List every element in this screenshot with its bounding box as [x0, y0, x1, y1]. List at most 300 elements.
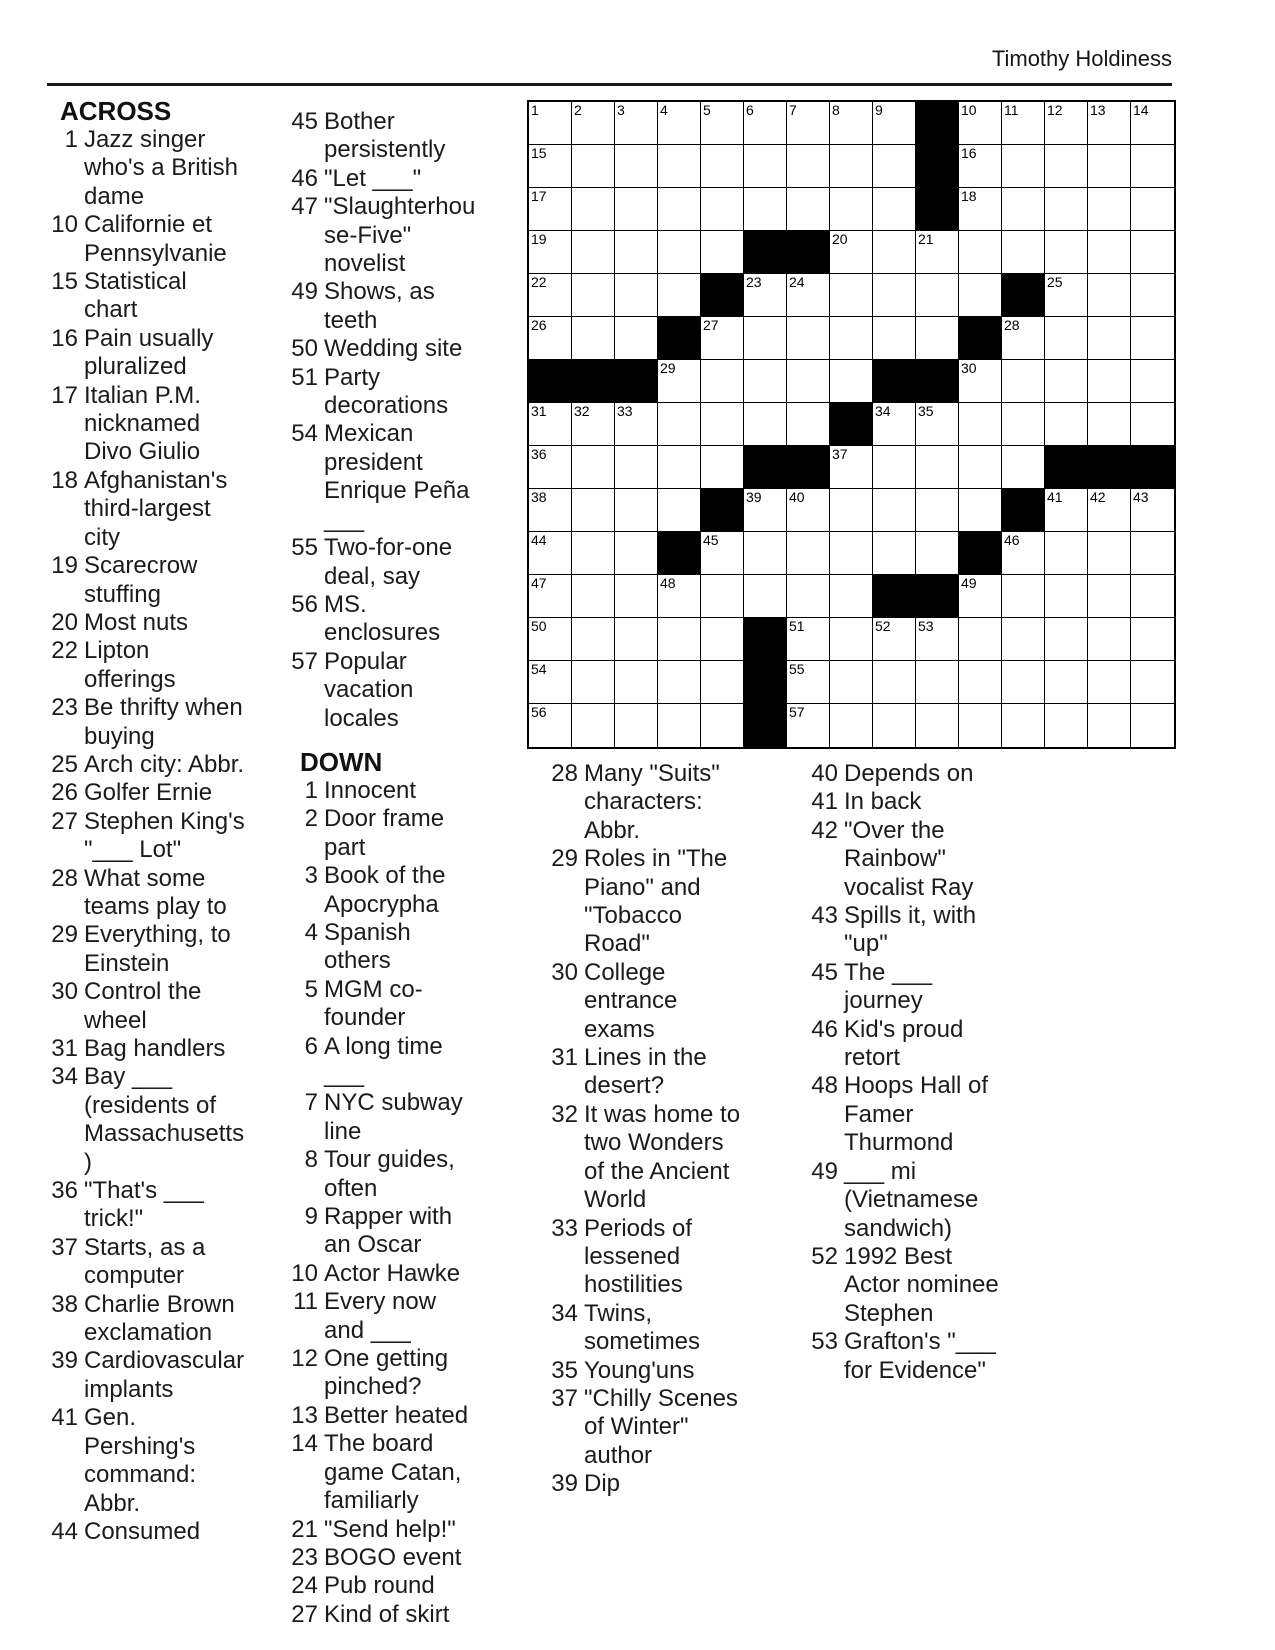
grid-cell-number: 45 [703, 532, 719, 548]
grid-cell [1131, 317, 1174, 360]
grid-cell [615, 145, 658, 188]
clue-text: "Chilly Scenes of Winter" author [584, 1384, 738, 1469]
clue-number: 57 [291, 647, 318, 675]
clue-number: 41 [811, 788, 838, 816]
grid-cell [1131, 145, 1174, 188]
clue-text: Wedding site [324, 335, 463, 363]
clue-text: Bay ___ (residents of Massachusetts) [84, 1063, 245, 1176]
clue-number: 5 [304, 975, 318, 1003]
grid-cell [787, 575, 830, 618]
grid-cell-black [1002, 489, 1045, 532]
clue-item [48, 1177, 246, 1234]
grid-cell [830, 575, 873, 618]
grid-cell [529, 704, 572, 747]
clue-item [288, 1033, 482, 1090]
grid-cell [529, 661, 572, 704]
grid-cell [1088, 188, 1131, 231]
grid-cell-number: 15 [531, 145, 547, 161]
clue-number: 11 [293, 1288, 318, 1316]
grid-cell [1088, 618, 1131, 661]
grid-cell-number: 17 [531, 188, 547, 204]
grid-cell [916, 532, 959, 575]
clue-number: 41 [51, 1404, 78, 1432]
clue-number: 32 [551, 1100, 578, 1128]
clue-number: 31 [551, 1044, 578, 1072]
clue-item [548, 1215, 750, 1300]
grid-cell [873, 274, 916, 317]
grid-cell [572, 575, 615, 618]
header-rule [47, 83, 1172, 86]
clue-text: Charlie Brown exclamation [84, 1290, 235, 1347]
grid-cell-number: 25 [1047, 274, 1063, 290]
grid-cell [1088, 145, 1131, 188]
clue-text: Every now and ___ [324, 1288, 437, 1344]
grid-cell [1002, 145, 1045, 188]
clue-number: 6 [304, 1032, 318, 1060]
clue-text: MGM co-founder [324, 975, 423, 1032]
grid-cell [658, 618, 701, 661]
across-clues-part-1 [48, 126, 246, 1546]
grid-cell-black [701, 489, 744, 532]
grid-cell-number: 2 [574, 102, 582, 118]
grid-cell [1088, 274, 1131, 317]
clue-item [288, 1544, 482, 1572]
clue-text: College entrance exams [584, 958, 678, 1043]
clue-item [48, 808, 246, 865]
clue-number: 34 [51, 1063, 78, 1091]
clue-item [48, 1035, 246, 1063]
clue-text: Popular vacation locales [324, 647, 414, 732]
grid-cell-number: 53 [918, 618, 934, 634]
grid-cell [701, 403, 744, 446]
grid-cell-black [1045, 446, 1088, 489]
clue-item [548, 1044, 750, 1101]
grid-cell-number: 20 [832, 231, 848, 247]
grid-cell [1088, 360, 1131, 403]
clue-text: "Over the Rainbow" vocalist Ray [844, 816, 974, 901]
grid-cell [744, 575, 787, 618]
grid-cell [701, 231, 744, 274]
clue-text: Be thrifty when buying [84, 694, 243, 750]
grid-cell [744, 274, 787, 317]
clue-number: 10 [291, 1259, 318, 1287]
clue-item [48, 779, 246, 807]
grid-cell-number: 34 [875, 403, 891, 419]
grid-cell [873, 446, 916, 489]
grid-cell [1131, 575, 1174, 618]
clue-text: Italian P.M. nicknamed Divo Giulio [84, 381, 201, 466]
clue-item [48, 552, 246, 609]
grid-cell-black [787, 231, 830, 274]
clue-item [288, 534, 482, 591]
clue-text: Lipton offerings [84, 637, 176, 693]
grid-cell-number: 30 [961, 360, 977, 376]
grid-cell [787, 274, 830, 317]
grid-cell-number: 19 [531, 231, 547, 247]
clue-text: Mexican president Enrique Peña ___ [324, 420, 470, 533]
grid-cell [1088, 102, 1131, 145]
grid-cell [787, 618, 830, 661]
clue-number: 43 [811, 902, 838, 930]
grid-cell [658, 145, 701, 188]
clue-number: 12 [291, 1345, 318, 1373]
grid-cell [744, 489, 787, 532]
clue-text: Young'uns [584, 1356, 695, 1384]
clue-text: Arch city: Abbr. [84, 750, 245, 778]
grid-cell [572, 704, 615, 747]
clue-number: 52 [811, 1242, 838, 1270]
grid-cell-number: 41 [1047, 489, 1063, 505]
clue-text: Starts, as a computer [84, 1233, 206, 1290]
grid-cell-black [916, 188, 959, 231]
clue-text: "Slaughterhouse-Five" novelist [324, 193, 476, 278]
grid-cell-number: 51 [789, 618, 805, 634]
grid-cell [1131, 188, 1174, 231]
clue-text: Pub round [324, 1572, 435, 1600]
clue-item [288, 1516, 482, 1544]
grid-cell [744, 102, 787, 145]
grid-cell [873, 317, 916, 360]
grid-cell-black [1088, 446, 1131, 489]
grid-cell [787, 704, 830, 747]
clue-item [288, 278, 482, 335]
grid-cell [873, 231, 916, 274]
grid-cell [830, 704, 873, 747]
down-clues-part-2 [548, 760, 750, 1499]
grid-cell-number: 57 [789, 704, 805, 720]
clue-text: Many "Suits" characters: Abbr. [584, 760, 720, 844]
grid-cell-black [1002, 274, 1045, 317]
clue-text: Consumed [84, 1517, 201, 1545]
grid-cell-number: 56 [531, 704, 547, 720]
grid-cell [658, 704, 701, 747]
grid-cell-number: 23 [746, 274, 762, 290]
grid-cell [916, 661, 959, 704]
grid-cell [1045, 102, 1088, 145]
clue-number: 14 [291, 1430, 318, 1458]
grid-cell [830, 274, 873, 317]
clue-number: 45 [291, 108, 318, 135]
grid-cell [1045, 274, 1088, 317]
clue-item [548, 1385, 750, 1470]
grid-cell [959, 575, 1002, 618]
clue-text: Door frame part [324, 805, 445, 861]
grid-cell-number: 47 [531, 575, 547, 591]
clue-number: 46 [811, 1015, 838, 1043]
grid-cell-number: 36 [531, 446, 547, 462]
clue-item [548, 959, 750, 1044]
grid-cell [529, 403, 572, 446]
grid-cell [658, 360, 701, 403]
clue-number: 28 [551, 760, 578, 787]
grid-cell [1088, 661, 1131, 704]
grid-cell-number: 16 [961, 145, 977, 161]
clue-item [48, 1404, 246, 1518]
grid-cell [615, 403, 658, 446]
grid-cell [658, 489, 701, 532]
grid-cell [572, 403, 615, 446]
grid-cell-black [658, 532, 701, 575]
clue-text: Californie et Pennsylvanie [84, 211, 227, 267]
clue-number: 19 [51, 552, 78, 580]
grid-cell [830, 446, 873, 489]
grid-cell-black [959, 317, 1002, 360]
grid-cell [1131, 231, 1174, 274]
grid-cell [529, 317, 572, 360]
clue-text: Spills it, with "up" [844, 902, 977, 958]
grid-cell [529, 618, 572, 661]
grid-cell [1002, 618, 1045, 661]
clue-number: 39 [51, 1347, 78, 1375]
clue-text: "That's ___ trick!" [84, 1177, 204, 1233]
clue-number: 34 [551, 1299, 578, 1327]
grid-cell [830, 360, 873, 403]
grid-cell [615, 489, 658, 532]
grid-cell [1045, 360, 1088, 403]
clue-text: The ___ journey [844, 958, 933, 1015]
grid-cell-black [572, 360, 615, 403]
clue-item [808, 1072, 1009, 1157]
clue-number: 29 [51, 921, 78, 949]
grid-cell [830, 231, 873, 274]
grid-cell [701, 102, 744, 145]
clue-column-4 [808, 760, 1009, 1385]
grid-cell-number: 7 [789, 102, 797, 118]
clue-item [288, 1260, 482, 1288]
grid-cell-number: 55 [789, 661, 805, 677]
grid-cell [787, 489, 830, 532]
grid-cell [873, 403, 916, 446]
clue-number: 17 [51, 381, 78, 409]
grid-cell-number: 14 [1133, 102, 1149, 118]
grid-cell-black [916, 575, 959, 618]
grid-cell [959, 274, 1002, 317]
grid-cell [744, 317, 787, 360]
clue-text: Twins, sometimes [584, 1299, 701, 1356]
grid-cell [744, 145, 787, 188]
grid-cell [873, 661, 916, 704]
grid-cell [959, 489, 1002, 532]
grid-cell-black [873, 575, 916, 618]
clue-text: One getting pinched? [324, 1345, 449, 1401]
clue-text: ___ mi (Vietnamese sandwich) [844, 1157, 979, 1242]
grid-cell [916, 317, 959, 360]
grid-cell [572, 489, 615, 532]
grid-cell-number: 49 [961, 575, 977, 591]
across-clues-part-2 [288, 108, 482, 733]
grid-cell [1045, 575, 1088, 618]
grid-cell [959, 231, 1002, 274]
clue-number: 28 [51, 864, 78, 892]
grid-cell-number: 6 [746, 102, 754, 118]
clue-text: 1992 Best Actor nominee Stephen [844, 1242, 999, 1327]
grid-cell [701, 145, 744, 188]
clue-number: 20 [51, 608, 78, 636]
grid-cell [658, 661, 701, 704]
clue-number: 33 [551, 1214, 578, 1242]
grid-cell [1131, 102, 1174, 145]
clue-number: 30 [551, 958, 578, 986]
grid-cell [615, 532, 658, 575]
clue-text: Stephen King's "___ Lot" [84, 807, 245, 864]
down-heading: DOWN [300, 746, 383, 777]
clue-number: 26 [51, 779, 78, 807]
grid-cell [1002, 532, 1045, 575]
grid-cell-number: 4 [660, 102, 668, 118]
clue-text: Scarecrow stuffing [84, 552, 198, 608]
clue-item [48, 1518, 246, 1546]
clue-number: 31 [51, 1035, 78, 1062]
clue-number: 23 [51, 694, 78, 722]
grid-cell [1002, 317, 1045, 360]
grid-cell [830, 188, 873, 231]
grid-cell [1131, 403, 1174, 446]
clue-text: BOGO event [324, 1543, 462, 1571]
grid-cell [744, 532, 787, 575]
grid-cell-number: 10 [961, 102, 977, 118]
clue-item [288, 1288, 482, 1345]
grid-cell [1131, 704, 1174, 747]
clue-number: 40 [811, 760, 838, 787]
grid-cell [830, 145, 873, 188]
grid-cell [658, 102, 701, 145]
clue-item [48, 694, 246, 751]
grid-cell [658, 188, 701, 231]
grid-cell-black [830, 403, 873, 446]
grid-cell [658, 575, 701, 618]
grid-cell-black [916, 360, 959, 403]
grid-cell [787, 661, 830, 704]
grid-cell [615, 102, 658, 145]
grid-cell [830, 618, 873, 661]
grid-cell-black [744, 661, 787, 704]
grid-cell-number: 42 [1090, 489, 1106, 505]
grid-cell [529, 575, 572, 618]
grid-cell [1088, 575, 1131, 618]
grid-cell-number: 35 [918, 403, 934, 419]
grid-cell-number: 48 [660, 575, 676, 591]
grid-cell [744, 360, 787, 403]
grid-cell-black [744, 231, 787, 274]
grid-cell [1088, 403, 1131, 446]
grid-cell [1131, 661, 1174, 704]
clue-text: Pain usually pluralized [84, 324, 214, 381]
grid-cell-number: 28 [1004, 317, 1020, 333]
grid-cell [830, 661, 873, 704]
grid-cell-number: 24 [789, 274, 805, 290]
clue-text: Control the wheel [84, 978, 202, 1034]
grid-cell [959, 145, 1002, 188]
grid-cell-black [744, 618, 787, 661]
grid-cell [916, 446, 959, 489]
grid-cell [916, 618, 959, 661]
grid-cell [658, 403, 701, 446]
clue-item [288, 591, 482, 648]
grid-cell-number: 5 [703, 102, 711, 118]
clue-item [288, 805, 482, 862]
clue-item [288, 1089, 482, 1146]
clue-number: 22 [51, 637, 78, 665]
grid-cell [615, 446, 658, 489]
grid-cell [615, 274, 658, 317]
grid-cell-number: 50 [531, 618, 547, 634]
grid-cell [615, 575, 658, 618]
grid-cell [572, 274, 615, 317]
clue-number: 47 [291, 193, 318, 221]
clue-text: Party decorations [324, 363, 449, 420]
clue-number: 44 [51, 1517, 78, 1545]
grid-cell [787, 188, 830, 231]
grid-cell-black [529, 360, 572, 403]
down-clues-part-3 [808, 760, 1009, 1385]
clue-number: 49 [291, 278, 318, 306]
grid-cell-number: 54 [531, 661, 547, 677]
clue-text: Kid's proud retort [844, 1015, 964, 1072]
grid-cell [787, 532, 830, 575]
grid-cell [1045, 188, 1088, 231]
clue-item [288, 420, 482, 534]
grid-cell [873, 618, 916, 661]
grid-cell [873, 704, 916, 747]
grid-cell [873, 188, 916, 231]
clue-text: Rapper with an Oscar [324, 1203, 453, 1259]
grid-cell [701, 575, 744, 618]
clue-number: 35 [551, 1356, 578, 1384]
grid-cell-black [916, 145, 959, 188]
clue-text: Kind of skirt [324, 1600, 450, 1628]
clue-item [48, 325, 246, 382]
clue-item [48, 865, 246, 922]
grid-cell [1131, 274, 1174, 317]
clue-text: The board game Catan, familiarly [324, 1430, 462, 1515]
clue-text: Most nuts [84, 608, 189, 636]
clue-number: 30 [51, 978, 78, 1006]
grid-cell [658, 231, 701, 274]
clue-item [548, 1101, 750, 1215]
clue-text: Grafton's "___ for Evidence" [844, 1328, 996, 1384]
grid-cell [873, 102, 916, 145]
grid-cell [744, 403, 787, 446]
grid-cell [787, 145, 830, 188]
grid-cell-number: 22 [531, 274, 547, 290]
grid-cell-number: 46 [1004, 532, 1020, 548]
clue-item [288, 862, 482, 919]
grid-cell [1045, 618, 1088, 661]
clue-item [288, 1203, 482, 1260]
clue-number: 18 [51, 466, 78, 494]
clue-item [48, 609, 246, 637]
clue-item [288, 1572, 482, 1600]
clue-number: 1 [64, 126, 78, 153]
clue-item [808, 1243, 1009, 1328]
clue-item [288, 919, 482, 976]
grid-cell-number: 38 [531, 489, 547, 505]
clue-text: Periods of lessened hostilities [584, 1214, 693, 1299]
grid-cell [1045, 704, 1088, 747]
clue-text: Book of the Apocrypha [324, 862, 446, 918]
grid-cell-number: 32 [574, 403, 590, 419]
grid-cell [1002, 661, 1045, 704]
clue-item [288, 108, 482, 165]
clue-text: Everything, to Einstein [84, 921, 231, 977]
clue-item [548, 1300, 750, 1357]
grid-cell [1045, 145, 1088, 188]
grid-cell-number: 37 [832, 446, 848, 462]
clue-item [288, 777, 482, 805]
clue-item [48, 1063, 246, 1177]
clue-text: Bother persistently [324, 108, 446, 164]
clue-number: 25 [51, 750, 78, 778]
